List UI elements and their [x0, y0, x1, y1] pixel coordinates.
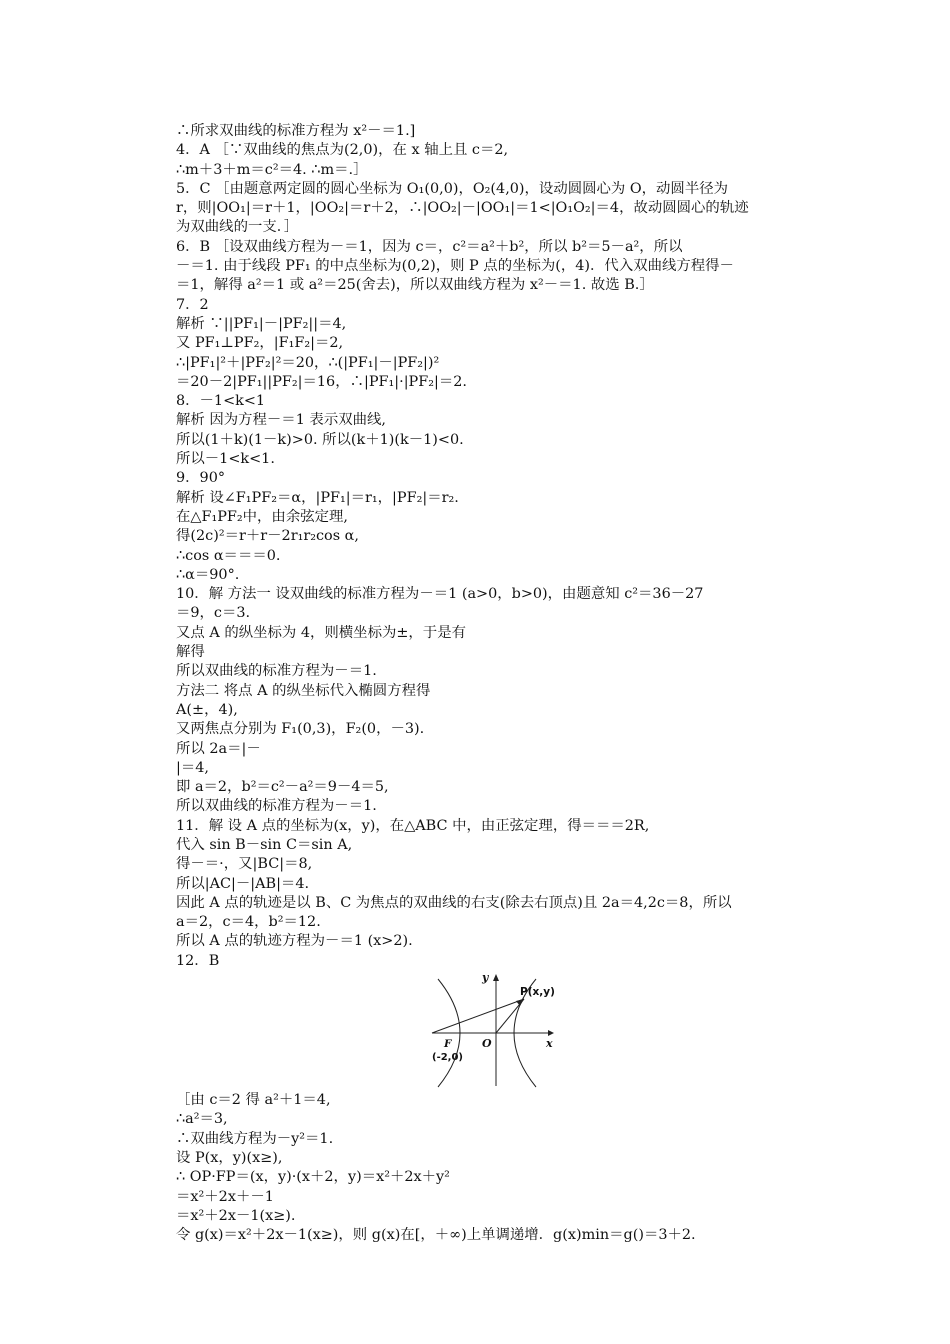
solution-line-10: 7．2 — [176, 296, 209, 313]
solution-line-39: 得－＝·，又|BC|＝8, — [176, 856, 313, 873]
solution-line-43: 所以 A 点的轨迹方程为－＝1 (x>2). — [176, 933, 413, 950]
solution-line-20: 解析 设∠F₁PF₂＝α，|PF₁|＝r₁，|PF₂|＝r₂. — [176, 489, 459, 506]
solution-line-9: ＝1，解得 a²＝1 或 a²＝25(舍去)，所以双曲线方程为 x²－＝1. 故选 B.］ — [176, 277, 654, 294]
point-p-label: P(x,y) — [520, 986, 555, 999]
solution-12-line-5: ∴ OP·FP＝(x，y)·(x＋2，y)＝x²＋2x＋y² — [176, 1169, 450, 1186]
solution-text — [176, 122, 816, 1245]
solution-line-40: 所以|AC|－|AB|＝4. — [176, 875, 310, 892]
y-axis-label: y — [482, 971, 489, 985]
solution-line-37: 11．解 设 A 点的坐标为(x，y)，在△ABC 中，由正弦定理，得＝＝＝2R, — [176, 817, 650, 834]
hyperbola-diagram — [430, 971, 562, 1089]
solution-line-42: a＝2，c＝4，b²＝12. — [176, 914, 321, 931]
solution-line-27: 又点 A 的纵坐标为 4，则横坐标为±，于是有 — [176, 624, 466, 641]
solution-12-line-6: ＝x²＋2x＋－1 — [176, 1188, 274, 1205]
solution-line-8: －＝1. 由于线段 PF₁ 的中点坐标为(0,2)，则 P 点的坐标为(，4)．代入双曲线方程得－ — [176, 258, 734, 275]
solution-line-5: r，则|OO₁|＝r＋1，|OO₂|＝r＋2，∴|OO₂|－|OO₁|＝1<|O₁O₂|＝4，故动圆圆心的轨迹 — [176, 200, 749, 217]
text-block-after-figure — [176, 1091, 816, 1245]
solution-12-line-7: ＝x²＋2x－1(x≥). — [176, 1207, 296, 1224]
solution-line-32: 又两焦点分别为 F₁(0,3)，F₂(0，－3). — [176, 721, 425, 738]
solution-line-35: 即 a＝2，b²＝c²－a²＝9－4＝5, — [176, 779, 389, 796]
solution-line-38: 代入 sin B－sin C＝sin A, — [176, 836, 353, 853]
solution-line-33: 所以 2a＝|－ — [176, 740, 261, 757]
solution-line-22: 得(2c)²＝r＋r－2r₁r₂cos α, — [176, 528, 359, 545]
solution-line-44: 12．B — [176, 952, 220, 969]
solution-line-7: 6．B ［设双曲线方程为－＝1，因为 c＝，c²＝a²＋b²，所以 b²＝5－a²，所以 — [176, 238, 683, 255]
solution-12-line-4: 设 P(x，y)(x≥), — [176, 1149, 283, 1166]
text-block-before-figure — [176, 122, 816, 971]
focus-coordinate-label: (-2,0) — [432, 1052, 464, 1064]
solution-line-3: ∴m＋3＋m＝c²＝4. ∴m＝.］ — [176, 161, 368, 178]
solution-line-16: 解析 因为方程－＝1 表示双曲线, — [176, 412, 386, 429]
solution-line-41: 因此 A 点的轨迹是以 B、C 为焦点的双曲线的右支(除去右顶点)且 2a＝4,2c＝8，所以 — [176, 894, 732, 911]
solution-line-14: ＝20－2|PF₁||PF₂|＝16，∴|PF₁|·|PF₂|＝2. — [176, 373, 467, 390]
solution-line-12: 又 PF₁⊥PF₂，|F₁F₂|＝2, — [176, 335, 344, 352]
solution-line-29: 所以双曲线的标准方程为－＝1. — [176, 663, 377, 680]
solution-line-11: 解析 ∵||PF₁|－|PF₂||＝4, — [176, 315, 347, 332]
solution-line-19: 9．90° — [176, 470, 226, 487]
solution-line-1: ∴所求双曲线的标准方程为 x²－＝1.] — [176, 123, 416, 139]
y-axis-arrow — [493, 974, 499, 981]
solution-line-13: ∴|PF₁|²＋|PF₂|²＝20，∴(|PF₁|－|PF₂|)² — [176, 354, 440, 371]
solution-line-24: ∴α＝90°. — [176, 566, 240, 583]
hyperbola-figure — [176, 971, 816, 1089]
solution-line-4: 5．C ［由题意两定圆的圆心坐标为 O₁(0,0)，O₂(4,0)，设动圆圆心为 O，动圆半径为 — [176, 180, 728, 197]
solution-line-18: 所以－1<k<1. — [176, 451, 275, 468]
solution-line-6: 为双曲线的一支．］ — [176, 219, 299, 236]
vector-op-arrow — [516, 999, 524, 1006]
solution-line-28: 解得 — [176, 644, 205, 661]
solution-line-36: 所以双曲线的标准方程为－＝1. — [176, 798, 377, 815]
solution-line-31: A(±，4), — [176, 701, 238, 718]
solution-12-line-8: 令 g(x)＝x²＋2x－1(x≥)，则 g(x)在[，＋∞)上单调递增．g(x)min＝g()＝3＋2. — [176, 1227, 696, 1244]
solution-line-34: |＝4, — [176, 759, 209, 776]
solution-line-23: ∴cos α＝＝＝0. — [176, 547, 281, 564]
solution-line-21: 在△F₁PF₂中，由余弦定理, — [176, 508, 348, 525]
focus-label: F — [444, 1038, 452, 1051]
x-axis-arrow — [548, 1030, 554, 1036]
solution-12-line-3: ∴双曲线方程为－y²＝1. — [176, 1130, 334, 1147]
solution-line-26: ＝9，c＝3. — [176, 605, 251, 622]
x-axis-label: x — [546, 1037, 553, 1051]
solution-12-line-2: ∴a²＝3, — [176, 1111, 228, 1128]
solution-12-line-1: ［由 c＝2 得 a²＋1＝4, — [176, 1092, 331, 1109]
solution-line-17: 所以(1＋k)(1－k)>0. 所以(k＋1)(k－1)<0. — [176, 431, 464, 448]
solution-line-15: 8．－1<k<1 — [176, 393, 266, 410]
solution-line-30: 方法二 将点 A 的纵坐标代入椭圆方程得 — [176, 682, 431, 699]
solution-line-25: 10．解 方法一 设双曲线的标准方程为－＝1 (a>0，b>0)，由题意知 c²＝36－27 — [176, 586, 704, 603]
solution-line-2: 4．A ［∵双曲线的焦点为(2,0)，在 x 轴上且 c＝2, — [176, 142, 509, 159]
origin-label: O — [482, 1037, 492, 1051]
